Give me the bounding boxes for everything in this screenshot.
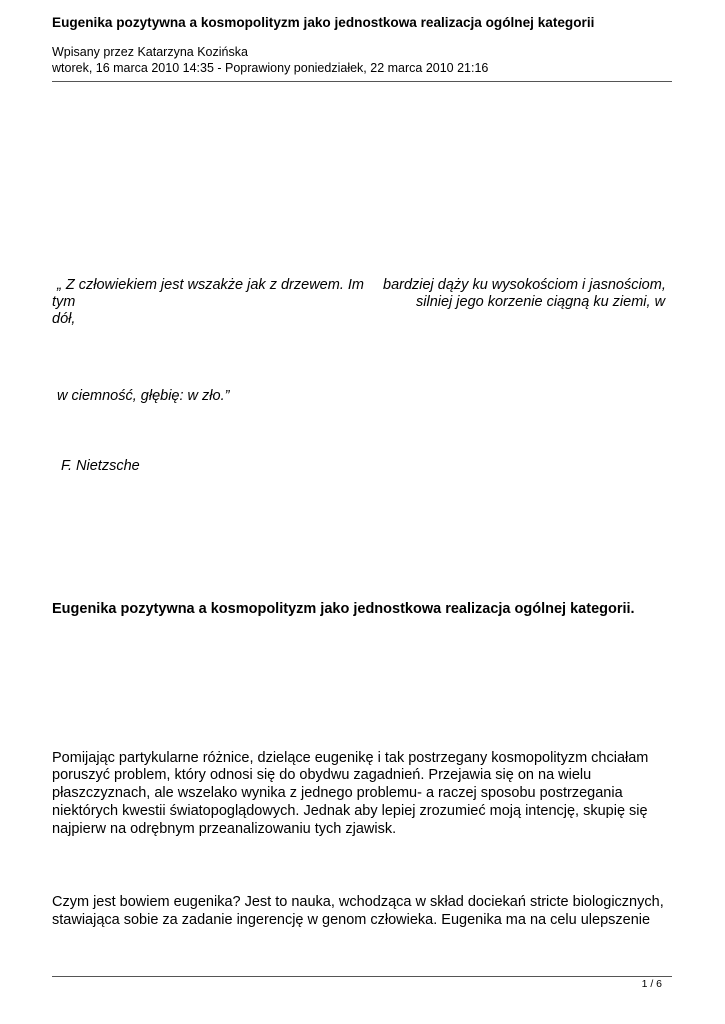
quote-col1-line1: „ Z człowiekiem jest wszakże jak z drzewem. Im bbox=[57, 277, 364, 293]
quote-col2-line2: silniej jego korzenie ciągną ku ziemi, w bbox=[416, 294, 666, 310]
page-number: 1 / 6 bbox=[641, 978, 662, 990]
quote-continuation: w ciemność, głębię: w zło.” bbox=[57, 388, 230, 404]
article-title: Eugenika pozytywna a kosmopolityzm jako jednostkowa realizacja ogólnej kategorii. bbox=[52, 601, 635, 617]
quote-col2-line1: bardziej dąży ku wysokościom i jasnościom, bbox=[383, 277, 666, 293]
paragraph-line: niektórych kwestii światopoglądowych. Jednak aby lepiej zrozumieć moją intencję, skupię się bbox=[52, 803, 648, 819]
quote-col1-line2: tym bbox=[52, 294, 76, 310]
paragraph-line: stawiająca sobie za zadanie ingerencję w genom człowieka. Eugenika ma na celu ulepszenie bbox=[52, 912, 651, 928]
paragraph-line: płaszczyznach, ale wszelako wynika z jednego problemu- a raczej sposobu postrzegania bbox=[52, 785, 623, 801]
footer-divider bbox=[52, 976, 672, 977]
header-divider bbox=[52, 81, 672, 82]
paragraph-line: Czym jest bowiem eugenika? Jest to nauka, wchodząca w skład dociekań stricte biologicznych, bbox=[52, 894, 664, 910]
paragraph-line: poruszyć problem, który odnosi się do obydwu zagadnień. Przejawia się on na wielu bbox=[52, 767, 592, 783]
paragraph-line: Pomijając partykularne różnice, dzielące eugenikę i tak postrzegany kosmopolityzm chciałam bbox=[52, 750, 649, 766]
quote-col1-line3: dół, bbox=[52, 311, 76, 327]
author-line: Wpisany przez Katarzyna Kozińska bbox=[52, 45, 248, 59]
document-header-title: Eugenika pozytywna a kosmopolityzm jako jednostkowa realizacja ogólnej kategorii bbox=[52, 15, 595, 30]
dates-line: wtorek, 16 marca 2010 14:35 - Poprawiony poniedziałek, 22 marca 2010 21:16 bbox=[52, 61, 489, 75]
quote-attribution: F. Nietzsche bbox=[61, 458, 140, 474]
paragraph-line: najpierw na odrębnym przeanalizowaniu tych zjawisk. bbox=[52, 821, 397, 837]
